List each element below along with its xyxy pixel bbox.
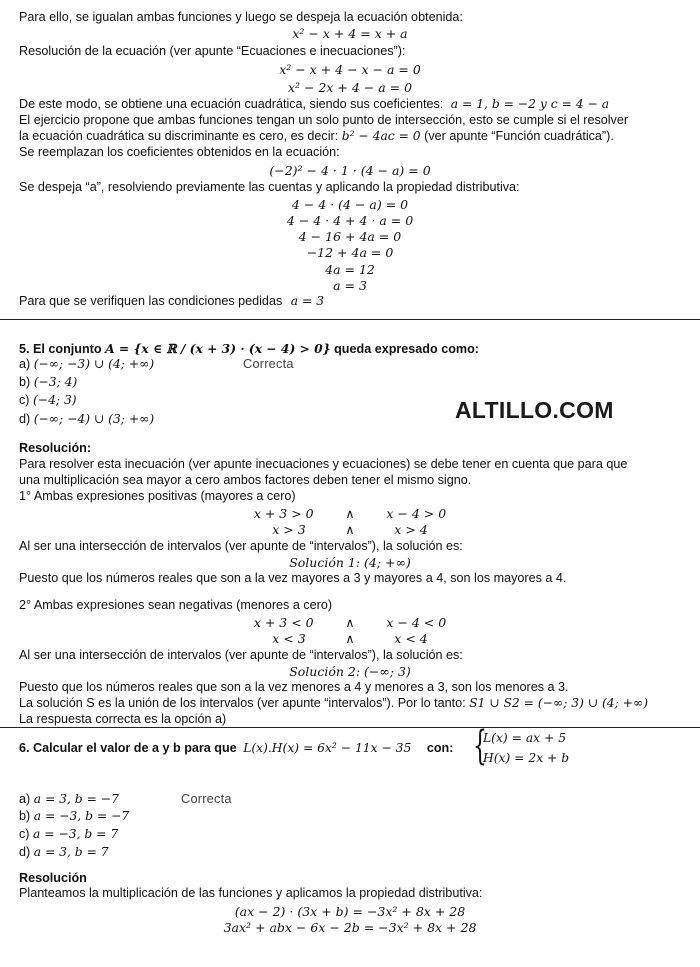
equation: 4 − 4 · (4 − a) = 0 [291, 197, 409, 212]
text: 6. Calcular el valor de a y b para que [19, 741, 237, 755]
section-divider [0, 727, 700, 728]
option-text: a = 3, b = 7 [33, 845, 109, 859]
text: Para que se verifiquen las condiciones pedidas [19, 294, 283, 308]
option-text: a = 3, b = −7 [33, 792, 119, 806]
option-text: (−3; 4) [33, 375, 78, 389]
paragraph: Puesto que los números reales que son a la vez menores a 4 y menores a 3, son los menores a 3. [19, 680, 569, 694]
paragraph: Puesto que los números reales que son a la vez mayores a 3 y mayores a 4, son los mayores a 4. [19, 571, 567, 585]
math: L(x).H(x) = 6x² − 11x − 35 [243, 741, 412, 755]
paragraph: Planteamos la multiplicación de las funciones y aplicamos la propiedad distributiva: [19, 886, 483, 900]
system-line-2: H(x) = 2x + b [483, 751, 570, 765]
math: a = 1, b = −2 y c = 4 − a [450, 97, 610, 111]
equation-system [473, 723, 583, 770]
paragraph: 2° Ambas expresiones sean negativas (menores a cero) [19, 598, 333, 612]
option-label: c) [19, 827, 30, 841]
paragraph: Para ello, se igualan ambas funciones y luego se despeja la ecuación obtenida: [19, 10, 463, 24]
equation: (ax − 2) · (3x + b) = −3x² + 8x + 28 [234, 904, 466, 919]
option-b [19, 375, 77, 390]
text: la ecuación cuadrática su discriminante es cero, es decir: [19, 129, 339, 143]
option-text: a = −3, b = −7 [33, 809, 130, 823]
text: (ver apunte “Función cuadrática”). [424, 129, 614, 143]
equation: x + 3 > 0 ∧ x − 4 > 0 [253, 506, 447, 521]
paragraph [19, 696, 648, 711]
equation: x + 3 < 0 ∧ x − 4 < 0 [253, 615, 447, 630]
paragraph: Se reemplazan los coeficientes obtenidos en la ecuación: [19, 145, 340, 159]
paragraph: una multiplicación sea mayor a cero ambos factores deben tener el mismo signo. [19, 473, 472, 487]
paragraph: El ejercicio propone que ambas funciones tengan un solo punto de intersección, esto se cumple si el resolver [19, 113, 629, 127]
option-text: a = −3, b = 7 [33, 827, 119, 841]
option-d [19, 412, 154, 427]
equation: −12 + 4a = 0 [306, 245, 394, 260]
math: b² − 4ac = 0 [341, 129, 421, 143]
correct-label: Correcta [243, 356, 294, 371]
text: 5. El conjunto [19, 342, 102, 356]
paragraph: Se despeja “a”, resolviendo previamente las cuentas y aplicando la propiedad distributiva: [19, 180, 520, 194]
paragraph: Para resolver esta inecuación (ver apunte inecuaciones y ecuaciones) se debe tener en cuenta que para que [19, 457, 628, 471]
option-a [19, 357, 154, 372]
option-c [19, 393, 77, 408]
option-a [19, 792, 119, 807]
option-label: b) [19, 375, 31, 389]
solution-label: Solución 1: (4; +∞) [289, 555, 411, 570]
option-text: (−∞; −3) ∪ (4; +∞) [33, 357, 155, 371]
option-b [19, 809, 129, 824]
math: S1 ∪ S2 = (−∞; 3) ∪ (4; +∞) [469, 696, 649, 710]
math: A = {x ∈ ℝ / (x + 3) · (x − 4) > 0} [105, 341, 331, 356]
resolution-title: Resolución: [19, 441, 92, 455]
equation: (−2)² − 4 · 1 · (4 − a) = 0 [269, 163, 431, 178]
resolution-title: Resolución [19, 871, 87, 885]
paragraph: Al ser una intersección de intervalos (ver apunte de “intervalos”), la solución es: [19, 539, 463, 553]
system-line-1: L(x) = ax + 5 [483, 731, 567, 745]
equation: 3ax² + abx − 6x − 2b = −3x² + 8x + 28 [223, 920, 477, 935]
paragraph [19, 97, 609, 112]
option-label: c) [19, 393, 30, 407]
equation: 4 − 16 + 4a = 0 [298, 229, 402, 244]
option-c [19, 827, 118, 842]
text: La solución S es la unión de los intervalos (ver apunte “intervalos”). Por lo tanto: [19, 696, 466, 710]
equation: a = 3 [333, 278, 367, 293]
paragraph: 1° Ambas expresiones positivas (mayores a cero) [19, 489, 296, 503]
correct-label: Correcta [181, 791, 232, 806]
question-title [19, 341, 479, 357]
option-label: d) [19, 412, 31, 426]
equation: 4 − 4 · 4 + 4 · a = 0 [286, 213, 414, 228]
option-label: b) [19, 809, 31, 823]
equation: x < 3 ∧ x < 4 [272, 631, 428, 646]
text: con: [426, 741, 454, 755]
watermark: ALTILLO.COM [455, 397, 614, 423]
math: a = 3 [290, 294, 325, 308]
solution-label: Solución 2: (−∞; 3) [289, 664, 411, 679]
text: De este modo, se obtiene una ecuación cuadrática, siendo sus coeficientes: [19, 97, 444, 111]
paragraph [19, 294, 324, 309]
paragraph: La respuesta correcta es la opción a) [19, 712, 227, 726]
section-divider [0, 319, 700, 320]
equation: x² − x + 4 − x − a = 0 [279, 62, 421, 77]
option-text: (−∞; −4) ∪ (3; +∞) [33, 412, 155, 426]
text: queda expresado como: [334, 342, 479, 356]
option-label: d) [19, 845, 31, 859]
equation: x > 3 ∧ x > 4 [272, 522, 428, 537]
equation: 4a = 12 [325, 262, 375, 277]
question-title [19, 741, 453, 756]
equation: x² − 2x + 4 − a = 0 [287, 80, 413, 95]
option-text: (−4; 3) [33, 393, 77, 407]
paragraph: Al ser una intersección de intervalos (ver apunte de “intervalos”), la solución es: [19, 648, 463, 662]
paragraph [19, 129, 614, 144]
equation: x² − x + 4 = x + a [292, 26, 408, 41]
paragraph: Resolución de la ecuación (ver apunte “Ecuaciones e inecuaciones”): [19, 44, 406, 58]
option-d [19, 845, 109, 860]
brace-icon: { [473, 723, 487, 769]
option-label: a) [19, 792, 31, 806]
option-label: a) [19, 357, 31, 371]
